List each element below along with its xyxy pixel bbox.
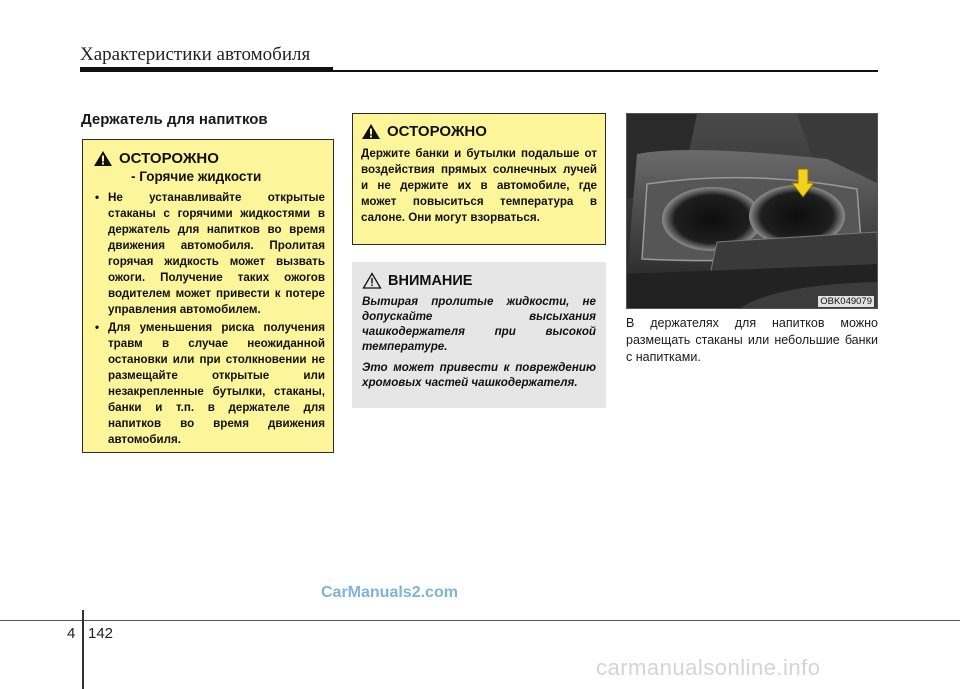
footer-vertical-rule xyxy=(82,610,84,689)
warning-title: ОСТОРОЖНО xyxy=(119,150,219,167)
caution-paragraph: Вытирая пролитые жидкости, не допускайте высыхания чашкодержателя при высокой температуре. xyxy=(362,295,596,353)
watermark-carmanualsonline: carmanualsonline.info xyxy=(596,655,821,680)
warning-header xyxy=(93,150,325,167)
header-rule-thick xyxy=(80,67,333,72)
warning-bullet-list xyxy=(93,190,325,448)
warning-triangle-icon xyxy=(361,123,381,140)
cup-holder-illustration xyxy=(627,114,878,309)
caution-header xyxy=(362,272,596,289)
photo-label: OBK049079 xyxy=(820,296,872,307)
caution-triangle-icon xyxy=(362,272,382,289)
photo-description: В держателях для напитков можно размещать стаканы или небольшие банки с напитками. xyxy=(626,316,878,364)
watermark-carmanuals2: CarManuals2.com xyxy=(321,584,458,601)
warning-box-hot-liquids xyxy=(82,139,334,453)
warning-header xyxy=(361,123,597,140)
warning-bullet: • Для уменьшения риска получения травм в случае неожиданной остановки или при столкновении не размещайте открытые или незакрепленные бутылки, стаканы, банки и т.п. в держателе для напитков во время движения автомобиля. xyxy=(93,320,325,448)
warning-box-cans-bottles xyxy=(352,113,606,245)
caution-paragraph: Это может привести к повреждению хромовых частей чашкодержателя. xyxy=(362,361,596,389)
header-rule-thin xyxy=(333,70,878,72)
page-header-title: Характеристики автомобиля xyxy=(80,44,311,65)
cup-holder-photo xyxy=(626,113,878,309)
caution-box xyxy=(352,262,606,408)
caution-title: ВНИМАНИЕ xyxy=(388,272,473,289)
footer-rule xyxy=(0,620,960,621)
page-chapter: 4 xyxy=(67,625,76,642)
warning-subtitle: - Горячие жидкости xyxy=(131,169,262,184)
warning-text: Держите банки и бутылки подальше от воздействия прямых солнечных лучей и не держите их в автомобиле, где может повыситься температура в салоне. Они могут взорваться. xyxy=(361,147,597,224)
page-number: 142 xyxy=(88,625,114,642)
warning-bullet: • Не устанавливайте открытые стаканы с горячими жидкостями в держатель для напитков во время движения автомобиля. Пролитая горячая жидкость может вызвать ожоги. Получение таких ожогов водителем может привести к потере управления автомобилем. xyxy=(93,190,325,318)
warning-triangle-icon xyxy=(93,150,113,167)
warning-title: ОСТОРОЖНО xyxy=(387,123,487,140)
section-title: Держатель для напитков xyxy=(81,111,268,128)
